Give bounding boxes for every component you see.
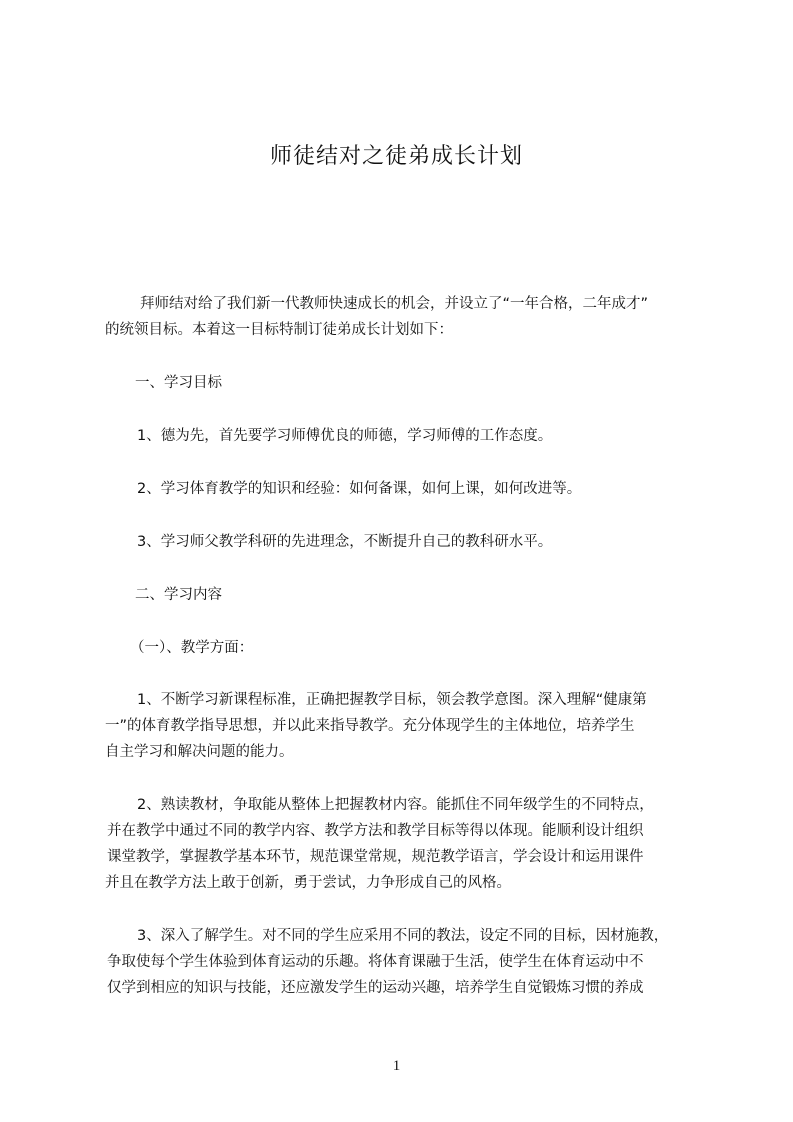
document-title: 师徒结对之徒弟成长计划 [269,144,523,169]
section2-heading: 二、学习内容 [135,587,222,603]
para3-line-3: 仅学到相应的知识与技能，还应激发学生的运动兴趣，培养学生自觉锻炼习惯的养成 [107,980,644,996]
para2-line-1: 2、熟读教材，争取能从整体上把握教材内容。能抓住不同年级学生的不同特点， [137,797,654,813]
section1-heading: 一、学习目标 [135,375,222,391]
para2-line-2: 并在教学中通过不同的教学内容、教学方法和教学目标等得以体现。能顺利设计组织 [107,823,644,839]
section2-subheading: （一）、教学方面： [130,640,254,656]
intro-line-2: 的统领目标。本着这一目标特制订徒弟成长计划如下： [105,322,453,338]
intro-line-1: 拜师结对给了我们新一代教师快速成长的机会，并设立了“一年合格，二年成才” [140,296,649,312]
section1-item-2: 2、学习体育教学的知识和经验：如何备课，如何上课，如何改进等。 [137,481,582,497]
section1-item-3: 3、学习师父教学科研的先进理念，不断提升自己的教科研水平。 [137,534,553,550]
page-number: 1 [392,1058,401,1074]
para1-line-1: 1、不断学习新课程标准，正确把握教学目标，领会教学意图。深入理解“健康第 [137,692,647,708]
para2-line-3: 课堂教学，掌握教学基本环节，规范课堂常规，规范教学语言，学会设计和运用课件 [107,849,644,865]
para2-line-4: 并且在教学方法上敢于创新，勇于尝试，力争形成自己的风格。 [105,875,511,891]
section1-item-1: 1、德为先，首先要学习师傅优良的师德，学习师傅的工作态度。 [137,428,553,444]
para1-line-2: 一”的体育教学指导思想，并以此来指导教学。充分体现学生的主体地位，培养学生 [105,718,635,734]
para3-line-1: 3、深入了解学生。对不同的学生应采用不同的教法，设定不同的目标，因材施教， [137,928,669,944]
para1-line-3: 自主学习和解决问题的能力。 [105,744,294,760]
para3-line-2: 争取使每个学生体验到体育运动的乐趣。将体育课融于生活，使学生在体育运动中不 [107,954,644,970]
